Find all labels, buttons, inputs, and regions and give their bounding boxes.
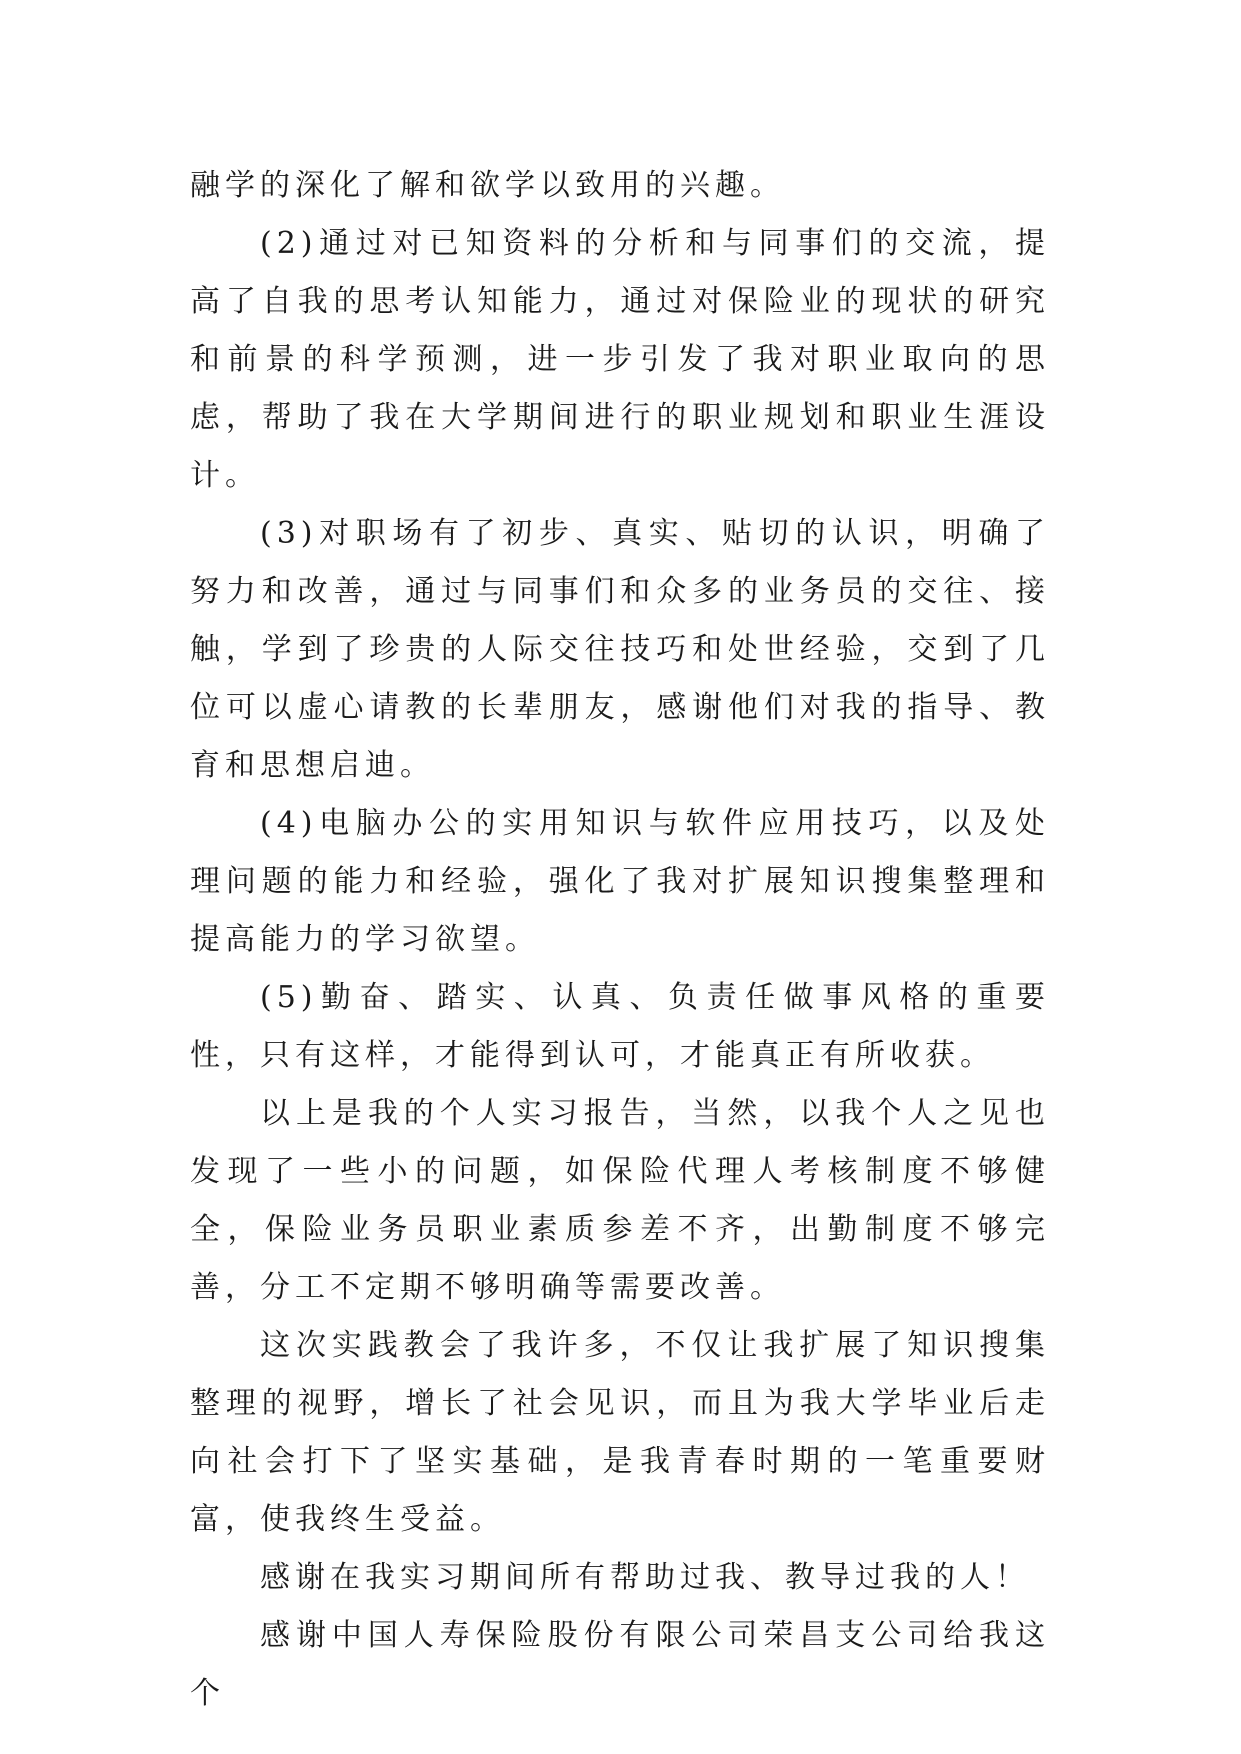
paragraph-6: 以上是我的个人实习报告，当然，以我个人之见也发现了一些小的问题，如保险代理人考核制度不够健全，保险业务员职业素质参差不齐，出勤制度不够完善，分工不定期不够明确等需要改善。: [190, 1096, 1050, 1305]
paragraph-5: (5)勤奋、踏实、认真、负责任做事风格的重要性，只有这样，才能得到认可，才能真正有所收获。: [190, 980, 1050, 1073]
paragraph-1: 融学的深化了解和欲学以致用的兴趣。: [190, 168, 785, 203]
paragraph-3: (3)对职场有了初步、真实、贴切的认识，明确了努力和改善，通过与同事们和众多的业务员的交往、接触，学到了珍贵的人际交往技巧和处世经验，交到了几位可以虚心请教的长辈朋友，感谢他们对我的指导、教育和思想启迪。: [190, 516, 1050, 783]
document-body: [190, 157, 1050, 1723]
paragraph-7: 这次实践教会了我许多，不仅让我扩展了知识搜集整理的视野，增长了社会见识，而且为我大学毕业后走向社会打下了坚实基础，是我青春时期的一笔重要财富，使我终生受益。: [190, 1328, 1050, 1537]
paragraph-4: (4)电脑办公的实用知识与软件应用技巧，以及处理问题的能力和经验，强化了我对扩展知识搜集整理和提高能力的学习欲望。: [190, 806, 1050, 957]
paragraph-8: 感谢在我实习期间所有帮助过我、教导过我的人！: [260, 1560, 1030, 1595]
paragraph-9: 感谢中国人寿保险股份有限公司荣昌支公司给我这个: [190, 1618, 1050, 1711]
paragraph-2: (2)通过对已知资料的分析和与同事们的交流，提高了自我的思考认知能力，通过对保险业的现状的研究和前景的科学预测，进一步引发了我对职业取向的思虑，帮助了我在大学期间进行的职业规划和职业生涯设计。: [190, 226, 1050, 493]
